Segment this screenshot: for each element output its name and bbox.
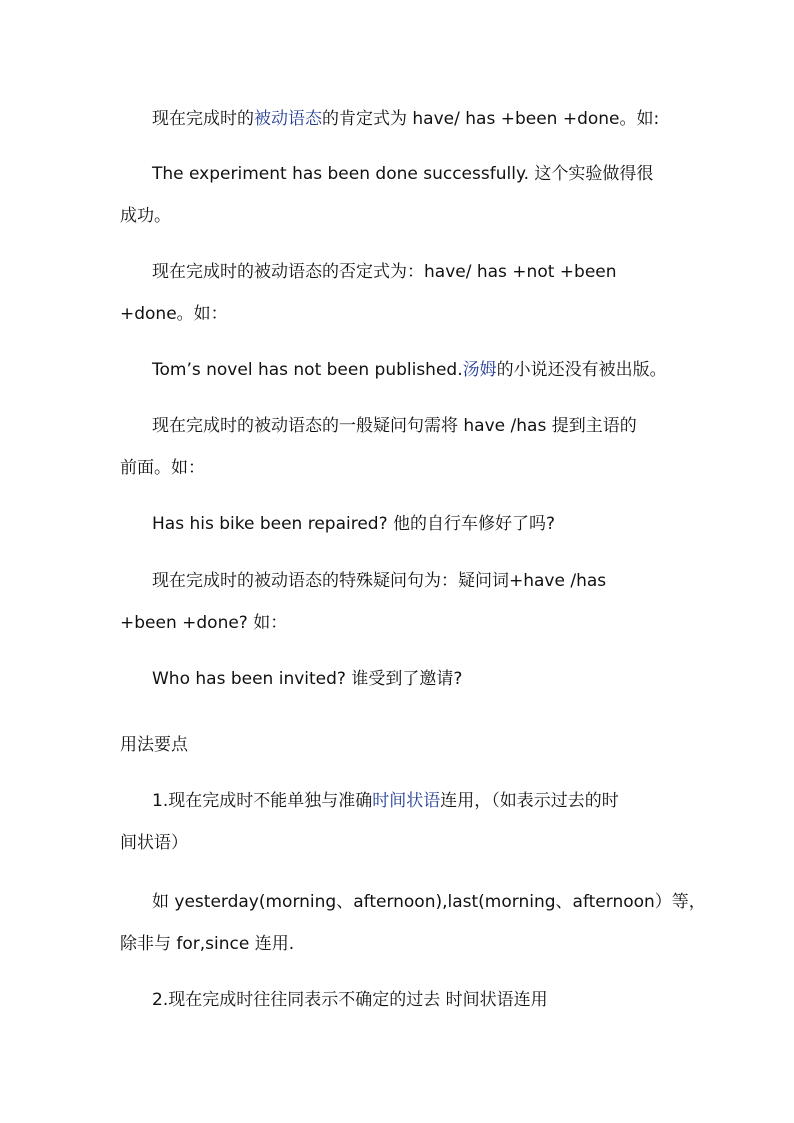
paragraph-3-line-1: 现在完成时的被动语态的否定式为：have/ has +not +been [152,262,617,282]
paragraph-7-line-1: 现在完成时的被动语态的特殊疑问句为：疑问词+have /has [152,571,607,591]
text-segment: 连用，（如表示过去的时 [440,791,619,811]
text-segment: 的肯定式为 have/ has +been +done。如: [322,109,660,129]
time-adverbial-link[interactable]: 时间状语 [372,791,441,811]
passive-voice-link[interactable]: 被动语态 [254,109,322,129]
paragraph-1-line-1 [152,108,659,130]
paragraph-11-line-2: 除非与 for,since 连用. [120,934,295,954]
paragraph-7-line-2: +been +done? 如： [120,613,288,633]
paragraph-2-line-2: 成功。 [120,206,171,226]
paragraph-10-line-2: 间状语） [120,833,188,853]
usage-heading: 用法要点 [120,735,188,755]
paragraph-11-line-1: 如 yesterday(morning、afternoon),last(morning、afternoon）等， [152,892,706,912]
paragraph-5-line-1: 现在完成时的被动语态的一般疑问句需将 have /has 提到主语的 [152,416,637,436]
tom-link[interactable]: 汤姆 [462,360,497,380]
paragraph-5-line-2: 前面。如： [120,458,205,478]
text-segment: 现在完成时的 [152,109,254,129]
paragraph-12-line-1: 2.现在完成时往往同表示不确定的过去 时间状语连用 [152,990,548,1010]
text-segment: 的小说还没有被出版。 [496,360,667,380]
paragraph-6-line-1: Has his bike been repaired? 他的自行车修好了吗? [152,514,556,534]
paragraph-10-line-1 [152,790,619,812]
paragraph-8-line-1: Who has been invited? 谁受到了邀请? [152,669,463,689]
text-segment: Tom’s novel has not been published. [152,360,463,380]
paragraph-4-line-1 [152,359,667,381]
paragraph-3-line-2: +done。如： [120,304,228,324]
paragraph-2-line-1: The experiment has been done successfully. 这个实验做得很 [152,164,654,184]
text-segment: 1.现在完成时不能单独与准确 [152,791,373,811]
